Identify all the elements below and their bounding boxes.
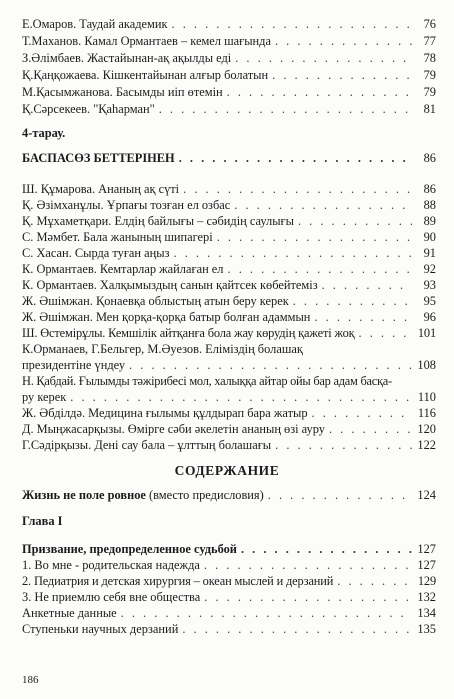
toc-entry-title-line1: К.Орманаев, Г.Бельгер, М.Әуезов. Еліміздің болашақ (22, 342, 303, 356)
toc-entry-page: 132 (417, 590, 436, 604)
toc-entry (22, 421, 436, 437)
toc-entry-title: М.Қасымжанова. Басымды иіп өтемін (22, 85, 223, 99)
toc-entry-title: 2. Педиатрия и детская хирургия – океан мыслей и дерзаний (22, 574, 334, 588)
toc-entry-page: 116 (417, 406, 436, 420)
toc-entry-page: 96 (423, 310, 436, 324)
toc-entry-title: С. Хасан. Сырда туған аңыз (22, 246, 170, 260)
toc-entry (22, 557, 436, 573)
page-number: 186 (22, 674, 39, 686)
leader-dots (121, 605, 412, 621)
toc-entry (22, 325, 436, 341)
toc-entry-title: Ш. Құмарова. Ананың ақ сүті (22, 182, 180, 196)
leader-dots (272, 67, 412, 83)
leader-dots (70, 389, 412, 405)
chapter-heading: Глава I (22, 514, 63, 528)
toc-entry-page: 91 (423, 246, 436, 260)
toc-entry-page: 127 (417, 542, 436, 556)
press-heading (22, 150, 436, 166)
toc-entry (22, 67, 436, 83)
toc-entry-page: 76 (423, 17, 436, 31)
toc-entry (22, 16, 436, 32)
toc-entry-page: 120 (417, 422, 436, 436)
toc-entry (22, 621, 436, 637)
toc-entry (22, 229, 436, 245)
toc-entry (22, 487, 436, 503)
leader-dots (314, 309, 412, 325)
toc-entry (22, 84, 436, 100)
leader-dots (217, 229, 412, 245)
toc-entry-title: 3. Не приемлю себя вне общества (22, 590, 201, 604)
leader-dots (268, 487, 412, 503)
toc-entry (22, 50, 436, 66)
press-heading-title: БАСПАСӨЗ БЕТТЕРІНЕН (22, 151, 175, 165)
toc-entry-page: 108 (417, 358, 436, 372)
toc-entry (22, 181, 436, 197)
leader-dots (228, 261, 413, 277)
toc-entry-title: Ж. Әшімжан. Мен қорқа-қорқа батыр болған адаммын (22, 310, 311, 324)
toc-entry (22, 405, 436, 421)
leader-dots (359, 325, 413, 341)
toc-entry-title: 1. Во мне - родительская надежда (22, 558, 200, 572)
toc-entry-title: Қ. Мұхаметқари. Елдің байлығы – сәбидің саулығы (22, 214, 294, 228)
toc-entry (22, 33, 436, 49)
leader-dots (275, 33, 412, 49)
leader-dots (241, 541, 412, 557)
toc-entry-page: 135 (417, 622, 436, 636)
leader-dots (227, 84, 412, 100)
leader-dots (322, 277, 412, 293)
leader-dots (293, 293, 412, 309)
intro-bold-title: Жизнь не поле ровное (22, 488, 146, 502)
leader-dots (174, 245, 412, 261)
toc-entry-title: З.Әлімбаев. Жастайынан-ақ ақылды еді (22, 51, 232, 65)
toc-entry-page: 101 (417, 326, 436, 340)
toc-entry-title: Г.Сәдірқызы. Дені сау бала – ұлттың болашағы (22, 438, 272, 452)
leader-dots (182, 621, 412, 637)
toc-entry-page: 89 (423, 214, 436, 228)
toc-entry-title: Ж. Әбділдә. Медицина ғылымы құлдырап бара жатыр (22, 406, 308, 420)
toc-entry-title (22, 487, 264, 503)
toc-entry (22, 245, 436, 261)
toc-entry-title: С. Мәмбет. Бала жанының шипагері (22, 230, 213, 244)
toc-entry-page: 93 (423, 278, 436, 292)
toc-entry-page: 77 (423, 34, 436, 48)
toc-entry-title: Анкетные данные (22, 606, 117, 620)
leader-dots (312, 405, 412, 421)
toc-entry (22, 357, 436, 373)
toc-entry-title: Е.Омаров. Таудай академик (22, 17, 168, 31)
toc-entry (22, 309, 436, 325)
toc-entry (22, 101, 436, 117)
toc-entry-page: 88 (423, 198, 436, 212)
toc-entry-page: 134 (417, 606, 436, 620)
toc-entry-title: Ж. Әшімжан. Қонаевқа облыстың атын беру керек (22, 294, 289, 308)
toc-entry (22, 437, 436, 453)
toc-entry-title: К. Ормантаев. Кемтарлар жайлаған ел (22, 262, 224, 276)
toc-entry (22, 293, 436, 309)
toc-entry-page: 129 (417, 574, 436, 588)
leader-dots (337, 573, 412, 589)
toc-entry-title: Ш. Өстемірұлы. Кемшілік айтқанға бола жау көрудің қажеті жоқ (22, 326, 355, 340)
contents-title: СОДЕРЖАНИЕ (174, 463, 280, 478)
leader-dots (204, 557, 412, 573)
leader-dots (235, 50, 412, 66)
toc-entry-page: 86 (423, 151, 436, 165)
leader-dots (329, 421, 412, 437)
toc-entry-title: К. Ормантаев. Халқымыздың санын қайтсек көбейтеміз (22, 278, 318, 292)
toc-entry-page: 122 (417, 438, 436, 452)
toc-entry-page: 81 (423, 102, 436, 116)
toc-entry-page: 124 (417, 488, 436, 502)
toc-entry-page: 86 (423, 182, 436, 196)
toc-entry-title: Қ.Қаңқожаева. Кішкентайынан алғыр болатын (22, 68, 269, 82)
toc-entry (22, 605, 436, 621)
section-heading: 4-тарау. (22, 126, 66, 140)
leader-dots (298, 213, 412, 229)
leader-dots (159, 101, 412, 117)
toc-entry-page: 95 (423, 294, 436, 308)
leader-dots (129, 357, 412, 373)
toc-entry-title: Призвание, предопределенное судьбой (22, 542, 237, 556)
toc-entry (22, 541, 436, 557)
toc-entry-page: 110 (417, 390, 436, 404)
toc-entry (22, 573, 436, 589)
toc-entry (22, 213, 436, 229)
intro-subtitle: (вместо предисловия) (145, 488, 264, 502)
toc-entry (22, 277, 436, 293)
toc-entry-title-line2: президентіне үндеу (22, 358, 126, 372)
toc-entry-title-line1: Н. Қабдай. Ғылымды тәжірибесі мол, халыққа айтар ойы бар адам басқа- (22, 374, 392, 388)
toc-entry-page: 78 (423, 51, 436, 65)
toc-entry-title-line2: ру керек (22, 390, 67, 404)
toc-entry-title: Ступеньки научных дерзаний (22, 622, 179, 636)
toc-entry-title: Қ.Сәрсекеев. "Қаһарман" (22, 102, 155, 116)
leader-dots (183, 181, 412, 197)
toc-entry-page: 92 (423, 262, 436, 276)
toc-entry (22, 261, 436, 277)
toc-entry-title: Д. Мыңжасарқызы. Өмірге сәби әкелетін ананың өзі ауру (22, 422, 325, 436)
leader-dots (172, 16, 412, 32)
leader-dots (234, 197, 412, 213)
leader-dots (179, 150, 412, 166)
toc-entry-page: 79 (423, 68, 436, 82)
toc-entry (22, 389, 436, 405)
toc-entry-page: 90 (423, 230, 436, 244)
toc-entry (22, 197, 436, 213)
toc-entry-title: Қ. Әзімханұлы. Ұрпағы тозған ел озбас (22, 198, 231, 212)
toc-entry-page: 79 (423, 85, 436, 99)
toc-entry-title: Т.Маханов. Камал Ормантаев – кемел шағында (22, 34, 271, 48)
leader-dots (275, 437, 412, 453)
leader-dots (204, 589, 412, 605)
toc-entry (22, 589, 436, 605)
toc-entry-page: 127 (417, 558, 436, 572)
